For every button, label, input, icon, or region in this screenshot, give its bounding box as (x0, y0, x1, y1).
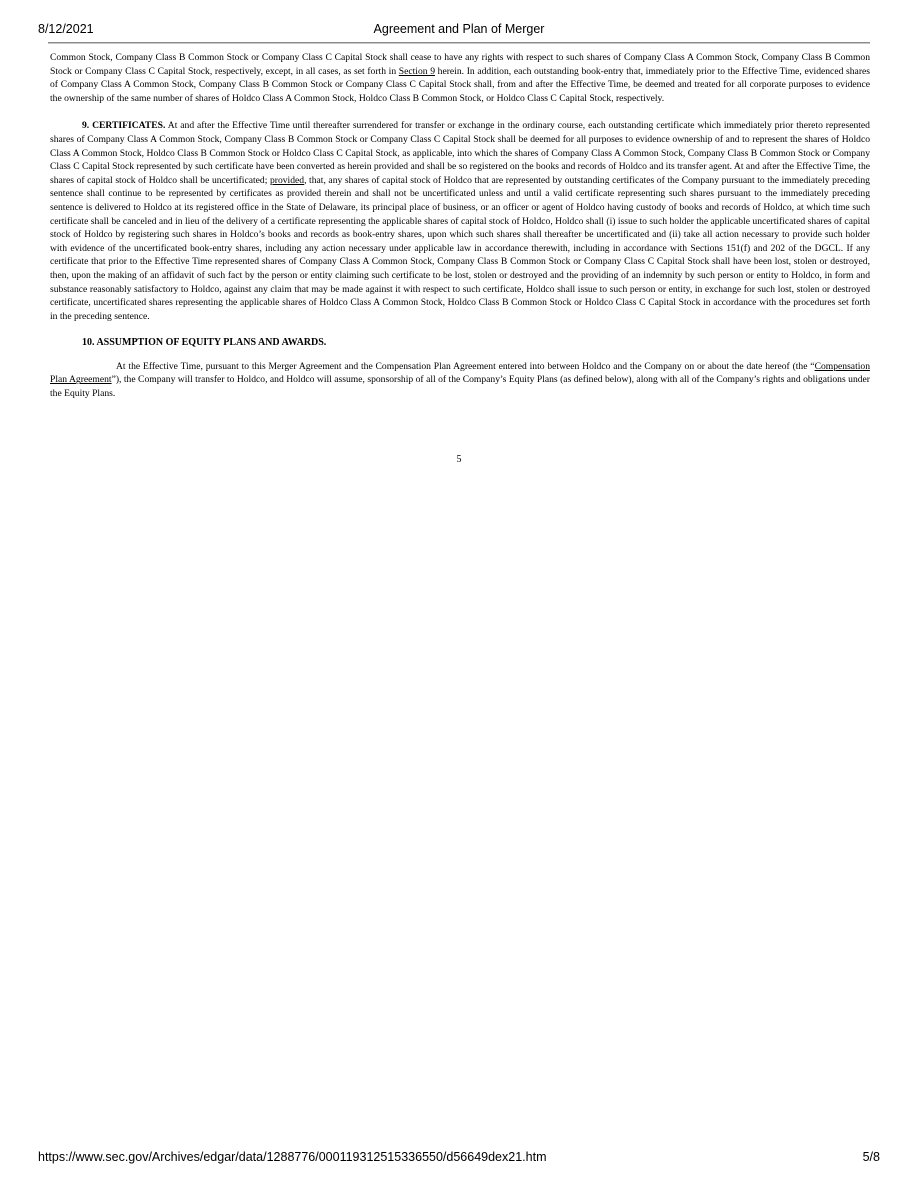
print-footer (38, 1150, 880, 1168)
section-10-heading: 10. ASSUMPTION OF EQUITY PLANS AND AWARDS. (82, 337, 327, 349)
section-10-paragraph (50, 360, 870, 401)
header-divider (48, 42, 870, 43)
section-9-text-before-proviso: At and after the Effective Time until thereafter surrendered for transfer or exchange in the ordinary course, each outstanding certificate which immediately prior thereto represented shares of Company Class A Common Stock, Company Class B Common Stock or Company Class C Capital Stock shall be deemed for all purposes to evidence ownership of and to represent the shares of Holdco Class A Common Stock, Holdco Class B Common Stock or Holdco Class C Capital Stock, as applicable, into which the shares of Company Class A Common Stock, Company Class B Common Stock or Company Class C Capital Stock represented by such certificate have been converted as herein provided and shall be so registered on the books and records of Holdco and its transfer agent. At and after the Effective Time, the shares of capital stock of Holdco shall be uncertificated; (50, 120, 870, 186)
section-8-text-before-ref: Common Stock, Company Class B Common Stock or Company Class C Capital Stock shall cease to have any rights with respect to such shares of Company Class A Common Stock, Company Class B Common Stock or Company Class C Capital Stock, respectively, except, in all cases, as set forth in (50, 52, 870, 77)
print-header (38, 20, 880, 40)
section-9-text-after-proviso: , that, any shares of capital stock of Holdco that are represented by outstanding certificates of the Company pursuant to the immediately preceding sentence shall continue to be represented by certificates as provided therein and shall not be uncertificated unless and until a valid certificate representing such shares pursuant to the immediately preceding sentence is delivered to Holdco at its registered office in the State of Delaware, its principal place of business, or an officer or agent of Holdco having custody of books and records of Holdco, at which time such certificate shall be canceled and in lieu of the delivery of a certificate representing the applicable shares of capital stock of Holdco, Holdco shall (i) issue to such holder the applicable uncertificated shares of capital stock of Holdco by registering such shares in Holdco’s books and records as book-entry shares, upon which such shares shall thereafter be uncertificated and (ii) take all action necessary to provide such holder with evidence of the uncertificated book-entry shares, including any action necessary under applicable law in accordance therewith, including in accordance with Sections 151(f) and 202 of the DGCL. If any certificate that prior to the Effective Time represented shares of Company Class A Common Stock, Company Class B Common Stock or Company Class C Capital Stock shall have been lost, stolen or destroyed, then, upon the making of an affidavit of such fact by the person or entity claiming such certificate to be lost, stolen or destroyed and the providing of an indemnity by such person or entity to Holdco, in form and substance reasonably satisfactory to Holdco, against any claim that may be made against it with respect to such certificate, Holdco shall issue to such person or entity, in exchange for such lost, stolen or destroyed certificate, uncertificated shares representing the applicable shares of Holdco Class A Common Stock, Holdco Class B Common Stock or Holdco Class C Capital Stock in accordance with the procedures set forth in the preceding sentence. (50, 174, 870, 322)
document-body (50, 51, 870, 401)
section-9-paragraph (50, 119, 870, 323)
document-title: Agreement and Plan of Merger (373, 22, 545, 36)
page-number: 5 (456, 454, 462, 465)
print-date: 8/12/2021 (38, 22, 94, 36)
source-url: https://www.sec.gov/Archives/edgar/data/1288776/000119312515336550/d56649dex21.htm (38, 1150, 547, 1164)
section-10-defined-term: Compensation Plan Agreement (50, 360, 870, 386)
section-10-text-before-term: At the Effective Time, pursuant to this Merger Agreement and the Compensation Plan Agreement entered into between Holdco and the Company on or about the date hereof (the “ (116, 360, 815, 372)
section-9-cross-reference: Section 9 (398, 65, 436, 77)
section-9-proviso-term: provided (269, 174, 305, 186)
section-8-continued-paragraph (50, 51, 870, 105)
section-8-text-after-ref: herein. In addition, each outstanding book-entry that, immediately prior to the Effective Time, evidenced shares of Company Class A Common Stock, Company Class B Common Stock or Company Class C Capital Stock shall, from and after the Effective Time, be deemed and treated for all corporate purposes to evidence the ownership of the same number of shares of Holdco Class A Common Stock, Holdco Class B Common Stock, or Holdco Class C Capital Stock, respectively. (50, 65, 871, 104)
section-10-text-after-term: ”), the Company will transfer to Holdco, and Holdco will assume, sponsorship of all of the Company’s Equity Plans (as defined below), along with all of the Company’s rights and obligations under the Equity Plans. (50, 374, 870, 400)
section-9-heading: 9. CERTIFICATES. (82, 120, 166, 132)
page-count: 5/8 (862, 1150, 880, 1164)
